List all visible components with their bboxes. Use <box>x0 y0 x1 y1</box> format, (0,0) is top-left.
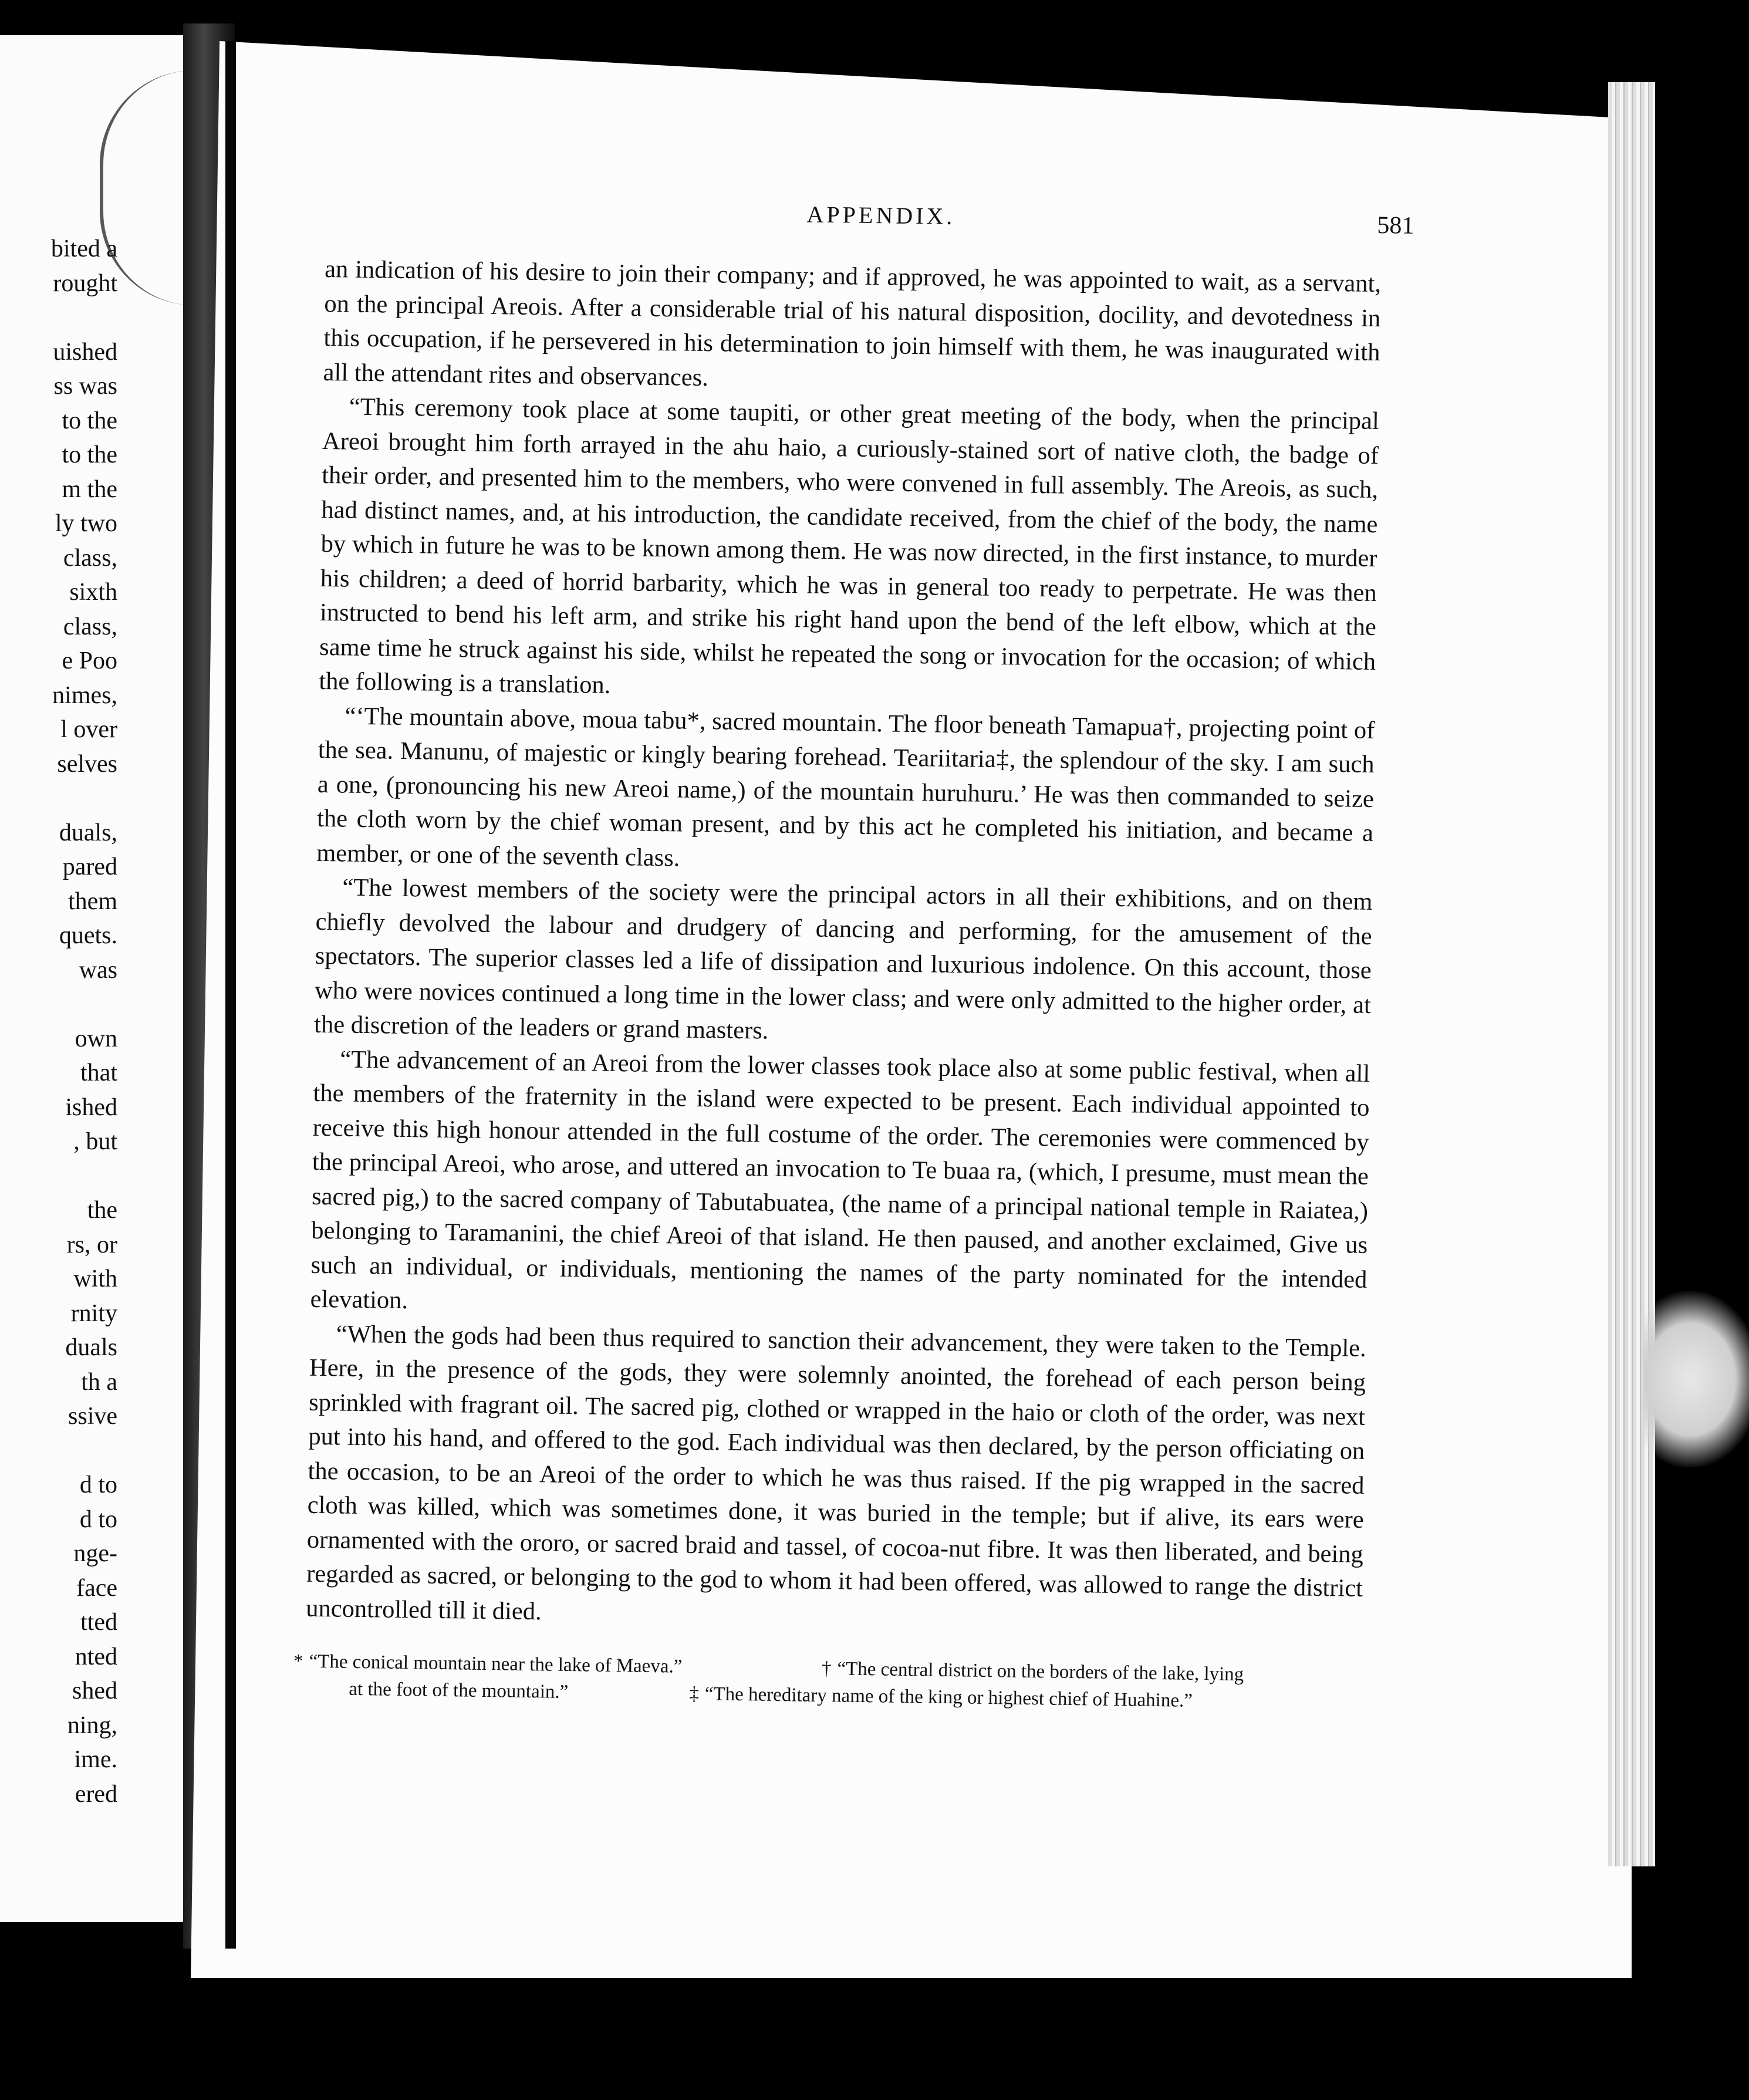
previous-page-line: nimes, <box>52 681 117 709</box>
previous-page-line: d to <box>79 1505 117 1533</box>
previous-page-line: ly two <box>55 510 117 537</box>
footnote-text: “The conical mountain near the lake of Maeva.” <box>309 1650 683 1677</box>
previous-page-line: ered <box>75 1780 117 1808</box>
footnote-mark: * <box>293 1650 303 1672</box>
footnote-mark: † <box>821 1658 832 1680</box>
footnote-mark: ‡ <box>689 1683 700 1705</box>
previous-page-line: to the <box>62 407 117 434</box>
previous-page-line: m the <box>62 475 117 503</box>
previous-page-line: e Poo <box>62 647 117 674</box>
page-number: 581 <box>1377 212 1414 239</box>
page-content <box>293 194 1414 1727</box>
previous-page-line: ning, <box>67 1711 117 1739</box>
previous-page-line: to the <box>62 441 117 468</box>
previous-page-line: ished <box>65 1093 117 1121</box>
footnote-text: “The central district on the borders of the lake, lying <box>837 1658 1244 1686</box>
previous-page-line: face <box>76 1574 117 1602</box>
previous-page-line: class, <box>63 544 117 572</box>
running-head: APPENDIX. <box>806 201 955 229</box>
previous-page-line: rs, or <box>66 1231 117 1258</box>
footnote-text: “The hereditary name of the king or highest chief of Huahine.” <box>704 1683 1193 1711</box>
paragraph: “‘The mountain above, moua tabu*, sacred mountain. The floor beneath Tamapua†, projecting point of the sea. Manunu, of majestic or kingly bearing forehead. Teariitaria‡, the splendour of the sky. I am such a one, (pronouncing his new Areoi name,) of the mountain huruhuru.’ He was then commanded to seize the cloth worn by the chief woman present, and by this act he completed his initiation, and became a member, or one of the seventh class. <box>316 702 1375 872</box>
previous-page-line: l over <box>60 716 117 743</box>
previous-page-line: with <box>73 1265 117 1292</box>
previous-page-line: th a <box>81 1368 117 1396</box>
previous-page-line: class, <box>63 613 117 640</box>
paper-damage <box>1643 1291 1749 1467</box>
paragraph: “This ceremony took place at some taupiti, or other great meeting of the body, when the principal Areoi brought him forth arrayed in the ahu haio, a curiously-stained sort of native cloth, the badge of their order, and presented him to the members, who were convened in full assembly. The Areois, as such, had distinct names, and, at his introduction, the candidate received, from the chief of the body, the name by which in future he was to be known among them. He was now directed, in the first instance, to murder his children; a deed of horrid barbarity, which he was in general too ready to perpetrate. He was then instructed to bend his left arm, and strike his right hand upon the bend of the left elbow, which at the same time he struck against his side, whilst he repeated the song or invocation for the occasion; of which the following is a translation. <box>319 393 1380 699</box>
previous-page-line: sixth <box>69 579 117 606</box>
previous-page-line: duals, <box>59 819 117 846</box>
previous-page-line: shed <box>72 1677 117 1704</box>
page-edges <box>1608 82 1655 1866</box>
previous-page-line: uished <box>53 338 117 366</box>
previous-page-line: ssive <box>68 1403 117 1430</box>
previous-page-line: that <box>80 1059 117 1086</box>
previous-page-line: selves <box>57 750 117 778</box>
previous-page-line: quets. <box>59 922 117 949</box>
previous-page-line: nge- <box>73 1540 117 1567</box>
previous-page <box>0 35 183 1922</box>
previous-page-line: tted <box>80 1609 117 1636</box>
paragraph: “The advancement of an Areoi from the lower classes took place also at some public festival, when all the members of the fraternity in the island were expected to be present. Each individual appointed to receive this high honour attended in the full costume of the order. The ceremonies were commenced by the principal Areoi, who arose, and uttered an invocation to Te buaa ra, (which, I presume, must mean the sacred pig,) to the sacred company of Tabutabuatea, (the name of a principal national temple in Raiatea,) belonging to Taramanini, the chief Areoi of that island. He then paused, and another exclaimed, Give us such an individual, or individuals, mentioning the names of the party nominated for the intended elevation. <box>310 1045 1370 1315</box>
previous-page-line: rought <box>53 269 117 297</box>
previous-page-line: ss was <box>53 373 117 400</box>
previous-page-line: duals <box>65 1334 117 1361</box>
paragraph: “The lowest members of the society were the principal actors in all their exhibitions, and on them chiefly devolved the labour and drudgery of dancing and performing, for the amusement of the spectators. The superior classes led a life of dissipation and luxurious indolence. On this account, those who were novices continued a long time in the lower class; and were only admitted to the higher order, at the discretion of the leaders or grand masters. <box>313 873 1373 1045</box>
previous-page-line: own <box>75 1025 117 1052</box>
previous-page-line: pared <box>62 853 117 880</box>
previous-page-line: bited a <box>50 235 117 262</box>
previous-page-line: the <box>87 1197 117 1224</box>
footnote-continuation: at the foot of the mountain.” <box>349 1678 569 1703</box>
paragraph: an indication of his desire to join their company; and if approved, he was appointed to wait, as a servant, on the principal Areois. After a considerable trial of his natural disposition, docility, and devotedness in this occupation, if he persevered in his determination to join himself with them, he was inaugurated with all the attendant rites and observances. <box>323 255 1382 391</box>
previous-page-line: ime. <box>74 1746 117 1773</box>
previous-page-line: them <box>68 887 117 915</box>
previous-page-line: nted <box>75 1643 117 1670</box>
previous-page-line: rnity <box>70 1299 117 1327</box>
spine-shadow <box>225 41 236 1949</box>
previous-page-line: d to <box>79 1471 117 1498</box>
previous-page-line: was <box>79 956 117 984</box>
previous-page-line: , but <box>73 1128 117 1155</box>
paragraph: “When the gods had been thus required to sanction their advancement, they were taken to the Temple. Here, in the presence of the gods, they were solemnly anointed, the forehead of each person being sprinkled with fragrant oil. The sacred pig, clothed or wrapped in the haio or cloth of the order, was next put into his hand, and offered to the god. Each individual was then declared, by the person officiating on the occasion, to be an Areoi of the order to which he was thus raised. If the pig wrapped in the sacred cloth was killed, which was sometimes done, it was buried in the temple; but if alive, its ears were ornamented with the ororo, or sacred braid and tassel, of cocoa-nut fibre. It was then liberated, and being regarded as sacred, or belonging to the god to whom it had been offered, was allowed to range the district uncontrolled till it died. <box>306 1319 1367 1625</box>
